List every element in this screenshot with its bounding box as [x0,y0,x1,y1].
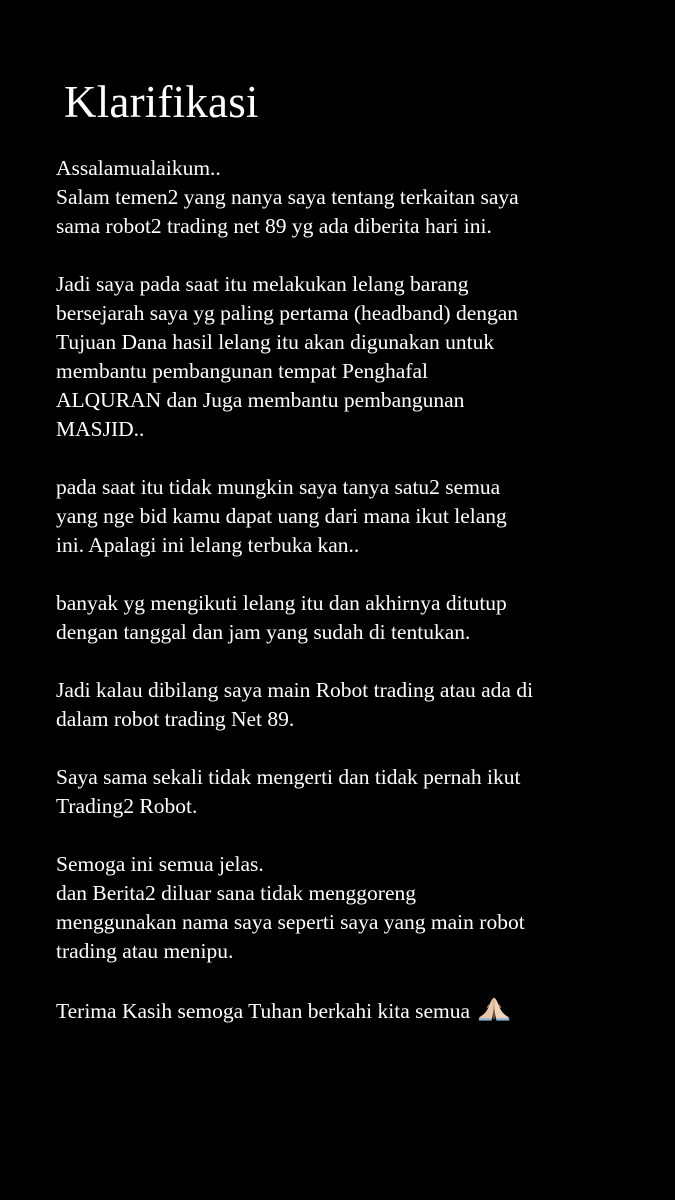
text-line: banyak yg mengikuti lelang itu dan akhirnya ditutup [56,591,507,615]
text-line: Semoga ini semua jelas. [56,852,264,876]
paragraph-hope [56,850,656,966]
text-line: membantu pembangunan tempat Penghafal [56,359,428,383]
text-line: dalam robot trading Net 89. [56,707,295,731]
paragraph-bidders [56,473,656,560]
closing-text: Terima Kasih semoga Tuhan berkahi kita semua [56,999,471,1023]
text-line: Salam temen2 yang nanya saya tentang terkaitan saya [56,185,519,209]
text-line: Tujuan Dana hasil lelang itu akan digunakan untuk [56,330,495,354]
text-line: dan Berita2 diluar sana tidak menggoreng [56,881,417,905]
paragraph-closed [56,589,656,647]
text-line: Trading2 Robot. [56,794,198,818]
text-line: pada saat itu tidak mungkin saya tanya satu2 semua [56,475,501,499]
paragraph-robot-claim [56,676,656,734]
text-line: trading atau menipu. [56,939,234,963]
page-title: Klarifikasi [64,77,259,127]
text-line: yang nge bid kamu dapat uang dari mana ikut lelang [56,504,507,528]
closing-line [56,995,656,1026]
paragraph-greeting [56,154,656,241]
text-line: bersejarah saya yg paling pertama (headband) dengan [56,301,519,325]
paragraph-auction [56,270,656,444]
folded-hands-icon [477,995,511,1021]
text-line: Saya sama sekali tidak mengerti dan tidak pernah ikut [56,765,521,789]
paragraph-denial [56,763,656,821]
text-line: ALQURAN dan Juga membantu pembangunan [56,388,465,412]
text-line: MASJID.. [56,417,145,441]
text-line: sama robot2 trading net 89 yg ada diberita hari ini. [56,214,492,238]
text-line: menggunakan nama saya seperti saya yang main robot [56,910,525,934]
clarification-text [56,154,656,1055]
paragraph-closing [56,995,656,1026]
text-line: ini. Apalagi ini lelang terbuka kan.. [56,533,360,557]
text-line: Jadi kalau dibilang saya main Robot trading atau ada di [56,678,534,702]
text-line: Jadi saya pada saat itu melakukan lelang barang [56,272,469,296]
text-line: Assalamualaikum.. [56,156,221,180]
text-line: dengan tanggal dan jam yang sudah di tentukan. [56,620,471,644]
